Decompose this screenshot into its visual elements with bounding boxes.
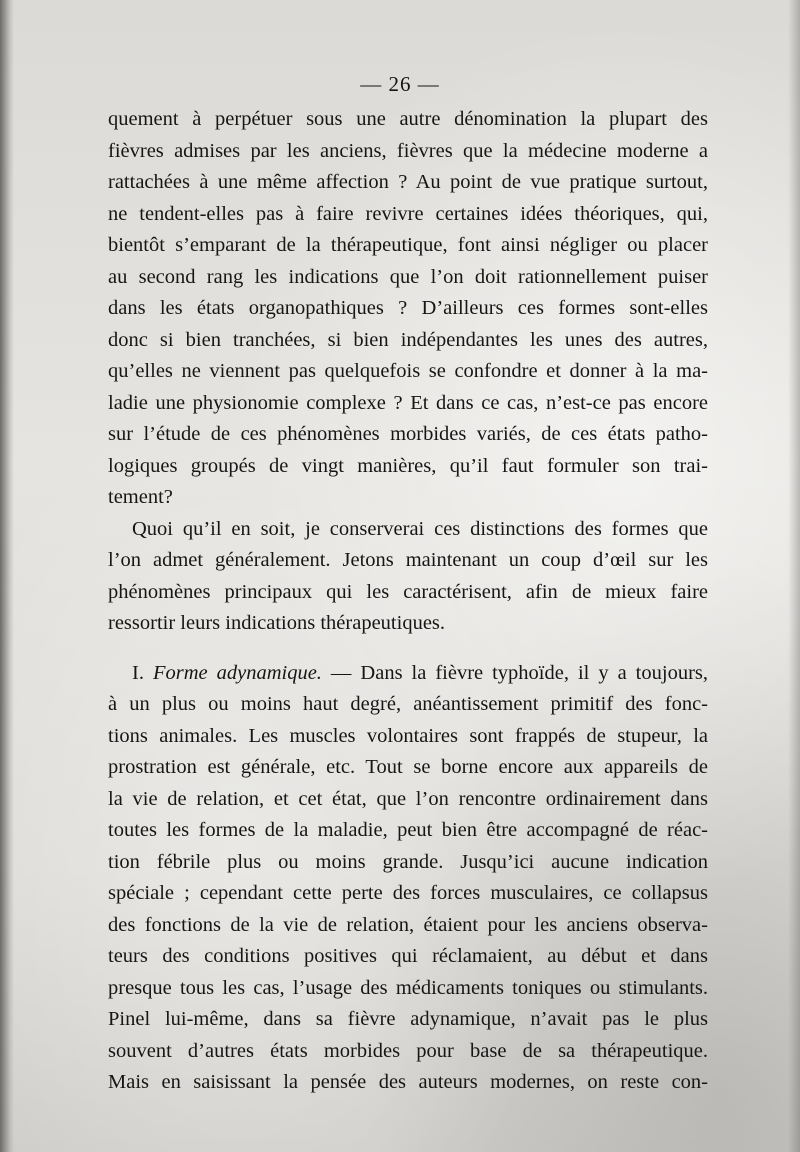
text-line: dans les états organopathiques ? D’ailleurs ces formes sont-elles [108, 297, 708, 319]
paragraph-3 [108, 658, 708, 1099]
text-line: tions animales. Les muscles volontaires sont frappés de stupeur, la [108, 724, 708, 747]
text-line: des fonctions de la vie de relation, étaient pour les anciens observa- [108, 913, 708, 936]
text-line: à un plus ou moins haut degré, anéantissement primitif des fonc- [108, 693, 708, 715]
text-line: fièvres admises par les anciens, fièvres que la médecine moderne a [108, 139, 708, 162]
text-line: toutes les formes de la maladie, peut bien être accompagné de réac- [108, 819, 708, 841]
paragraph-1 [108, 104, 708, 514]
text-line: presque tous les cas, l’usage des médicaments toniques ou stimulants. [108, 976, 708, 999]
text-line: teurs des conditions positives qui réclamaient, au début et dans [108, 945, 708, 967]
text-line: l’on admet généralement. Jetons maintenant un coup d’œil sur les [108, 549, 708, 571]
text-line: au second rang les indications que l’on doit rationnellement puiser [108, 265, 708, 288]
section-heading: Forme adynamique. [152, 661, 322, 684]
section-numeral: I. [132, 661, 144, 684]
text-line: spéciale ; cependant cette perte des forces musculaires, ce collapsus [108, 882, 708, 904]
text-line: la vie de relation, et cet état, que l’on rencontre ordinairement dans [108, 787, 708, 810]
text-line: qu’elles ne viennent pas quelquefois se confondre et donner à la ma- [108, 360, 708, 382]
text-line: Quoi qu’il en soit, je conserverai ces distinctions des formes que [132, 517, 708, 540]
page-left-edge-shadow [0, 0, 14, 1152]
text-line: bientôt s’emparant de la thérapeutique, font ainsi négliger ou placer [108, 234, 708, 256]
text-line: logiques groupés de vingt manières, qu’il faut formuler son trai- [108, 454, 708, 477]
paragraph-2 [108, 514, 708, 640]
text-line: prostration est générale, etc. Tout se borne encore aux appareils de [108, 756, 708, 778]
body-text [108, 104, 708, 1099]
page-number: — 26 — [360, 72, 440, 96]
text-line: souvent d’autres états morbides pour base de sa thérapeutique. [108, 1039, 708, 1062]
section-spacer [108, 640, 708, 658]
text-line: quement à perpétuer sous une autre dénomination la plupart des [108, 108, 708, 130]
text-line: rattachées à une même affection ? Au point de vue pratique surtout, [108, 171, 708, 193]
text-line: ressortir leurs indications thérapeutiques. [108, 612, 446, 634]
text-line: donc si bien tranchées, si bien indépendantes les unes des autres, [108, 328, 708, 351]
text-line: Pinel lui-même, dans sa fièvre adynamique, n’avait pas le plus [108, 1008, 708, 1030]
text-line: sur l’étude de ces phénomènes morbides variés, de ces états patho- [108, 423, 708, 445]
text-line-continuation: — Dans la fièvre typhoïde, il y a toujours, [330, 661, 709, 684]
text-line: ladie une physionomie complexe ? Et dans ce cas, n’est-ce pas encore [108, 391, 708, 414]
section-heading-line [108, 658, 708, 690]
text-line: ne tendent-elles pas à faire revivre certaines idées théoriques, qui, [108, 202, 708, 225]
text-line: Mais en saisissant la pensée des auteurs modernes, on reste con- [108, 1071, 708, 1093]
text-line: tion fébrile plus ou moins grande. Jusqu’ici aucune indication [108, 850, 708, 873]
text-line: tement? [108, 486, 173, 508]
text-line: phénomènes principaux qui les caractérisent, afin de mieux faire [108, 580, 708, 603]
page-right-edge-shadow [788, 0, 800, 1152]
